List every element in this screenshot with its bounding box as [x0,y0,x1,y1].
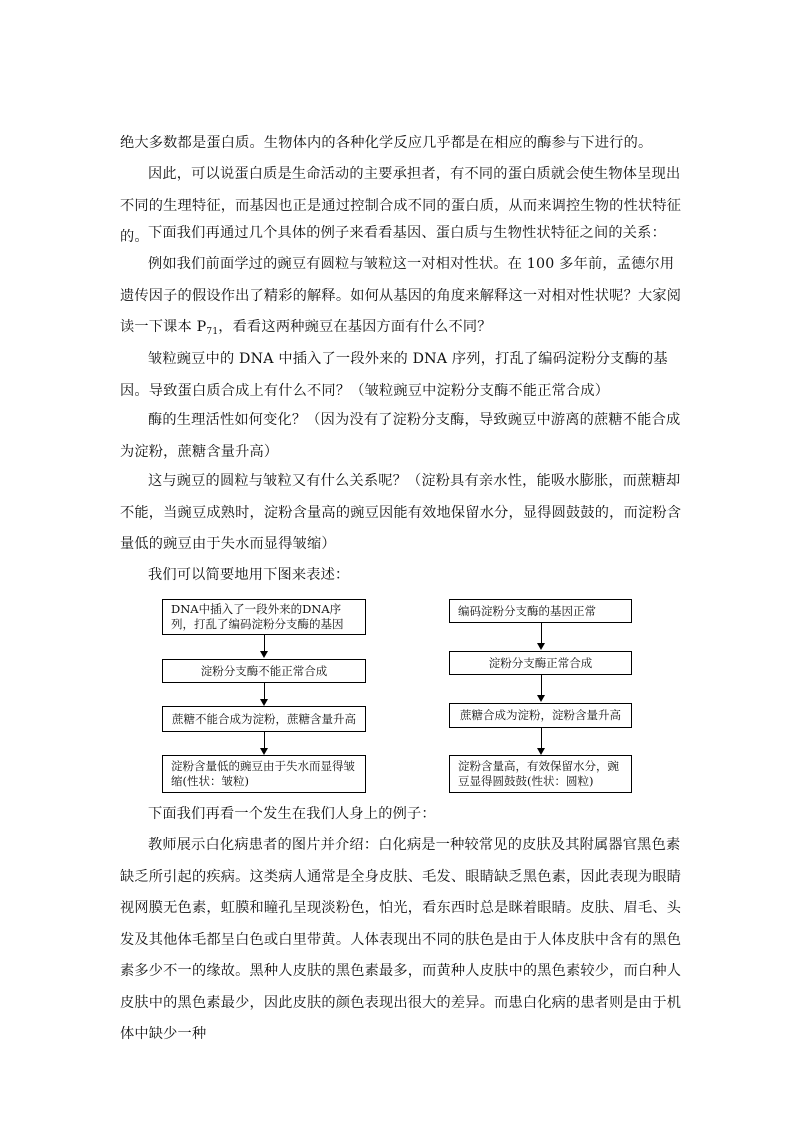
paragraph-8: 我们可以简要地用下图来表述： [148,567,350,583]
flow-right-step-4-text: 淀粉含量高，有效保留水分，豌豆显得圆鼓鼓(性状：圆粒) [458,759,619,788]
paragraph-2: 因此，可以说蛋白质是生命活动的主要承担者，有不同的蛋白质就会使生物体呈现出不同的生理特征，而基因也正是通过控制合成不同的蛋白质，从而来调控生物的性状特征的。 [120,166,682,245]
flow-left-step-2 [162,659,366,683]
page-subscript: 71 [206,327,219,337]
flow-left-arrowhead-3 [260,748,268,755]
flow-right-step-1 [449,599,632,623]
flow-right-step-4 [449,755,632,793]
paragraph-1: 绝大多数都是蛋白质。生物体内的各种化学反应几乎都是在相应的酶参与下进行的。 [120,135,653,151]
flow-right-arrowhead-3 [537,748,545,755]
flow-left-step-3 [162,706,366,732]
flow-right-step-3-text: 蔗糖合成为淀粉，淀粉含量升高 [460,708,621,722]
flow-right-step-3 [449,703,632,728]
paragraph-3: 下面我们再通过几个具体的例子来看看基因、蛋白质与生物性状特征之间的关系： [148,225,666,241]
flow-left-step-1 [162,599,366,635]
flow-right-step-2-text: 淀粉分支酶正常合成 [488,655,593,670]
flow-right-arrow-3 [541,728,542,749]
flow-right-step-1-text: 编码淀粉分支酶的基因正常 [458,603,596,618]
flow-left-arrowhead-2 [260,699,268,706]
paragraph-9: 下面我们再看一个发生在我们人身上的例子： [148,806,436,822]
paragraph-6: 酶的生理活性如何变化？（因为没有了淀粉分支酶，导致豌豆中游离的蔗糖不能合成为淀粉，蔗糖含量升高） [120,412,681,460]
flow-left-step-4-text: 淀粉含量低的豌豆由于失水而显得皱缩(性状：皱粒) [171,759,355,788]
flow-left-arrow-1 [264,635,265,652]
paragraph-4-text-end: ，看看这两种豌豆在基因方面有什么不同？ [218,319,492,335]
flow-left-step-4 [162,755,366,793]
flow-left-step-3-text: 蔗糖不能合成为淀粉，蔗糖含量升高 [172,711,356,726]
flow-left-arrow-3 [264,732,265,749]
flow-right-arrow-1 [541,623,542,644]
paragraph-4 [120,249,685,349]
paragraph-7: 这与豌豆的圆粒与皱粒又有什么关系呢？（淀粉具有亲水性，能吸水膨胀，而蔗糖却不能，当豌豆成熟时，淀粉含量高的豌豆因能有效地保留水分，显得圆鼓鼓的，而淀粉含量低的豌豆由于失水而显得皱缩） [120,473,682,552]
flow-right-arrowhead-1 [537,643,545,650]
flow-right-step-2 [449,651,632,675]
paragraph-4-text: 例如我们前面学过的豌豆有圆粒与皱粒这一对相对性状。在 100 多年前，孟德尔用遗传因子的假设作出了精彩的解释。如何从基因的角度来解释这一对相对性状呢？大家阅读一下课本 P [120,256,682,335]
flow-right-arrowhead-2 [537,695,545,702]
paragraph-10: 教师展示白化病患者的图片并介绍：白化病是一种较常见的皮肤及其附属器官黑色素缺乏所引起的疾病。这类病人通常是全身皮肤、毛发、眼睛缺乏黑色素，因此表现为眼睛视网膜无色素，虹膜和瞳孔呈现淡粉色，怕光，看东西时总是眯着眼睛。皮肤、眉毛、头发及其他体毛都呈白色或白里带黄。人体表现出不同的肤色是由于人体皮肤中含有的黑色素多少不一的缘故。黑种人皮肤的黑色素最多，而黄种人皮肤中的黑色素较少，而白种人皮肤中的黑色素最少，因此皮肤的颜色表现出很大的差异。而患白化病的患者则是由于机体中缺少一种 [120,837,682,1042]
paragraph-5: 皱粒豌豆中的 DNA 中插入了一段外来的 DNA 序列，打乱了编码淀粉分支酶的基因。导致蛋白质合成上有什么不同？（皱粒豌豆中淀粉分支酶不能正常合成） [120,351,668,399]
flow-left-arrow-2 [264,683,265,700]
flow-left-arrowhead-1 [260,651,268,658]
flow-right-arrow-2 [541,675,542,696]
flow-left-step-1-text: DNA中插入了一段外来的DNA序列，打乱了编码淀粉分支酶的基因 [171,602,344,631]
flow-left-step-2-text: 淀粉分支酶不能正常合成 [200,663,328,678]
